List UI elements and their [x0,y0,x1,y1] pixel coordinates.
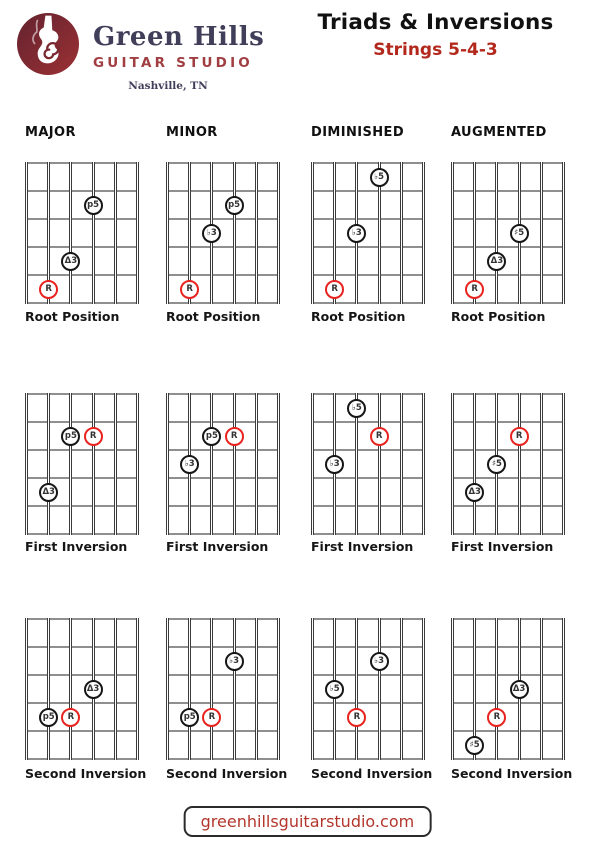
note-marker: ♭3 [180,455,199,474]
fret-line [311,646,425,648]
string-line [25,618,28,760]
note-marker: ♯5 [510,224,529,243]
string-line [378,618,381,760]
string-line [400,618,403,760]
string-line [422,618,425,760]
fret-line [311,246,425,248]
string-line [562,618,565,760]
fret-line [451,646,565,648]
string-line [136,618,139,760]
fret-line [166,674,280,676]
string-line [47,393,50,535]
note-marker: ♭3 [347,224,366,243]
string-line [400,393,403,535]
note-marker: ♯5 [487,455,506,474]
note-marker: ♭5 [370,168,389,187]
string-line [233,393,236,535]
root-note-marker: R [465,280,484,299]
fret-line [451,421,565,423]
string-line [355,618,358,760]
fret-line [25,162,139,164]
string-line [25,393,28,535]
column-header: DIMINISHED [311,125,405,140]
fret-line [166,702,280,704]
fret-line [311,730,425,732]
string-line [69,393,72,535]
diagram-caption: Second Inversion [311,766,433,781]
fret-line [451,505,565,507]
fret-line [166,533,280,535]
string-line [255,162,258,304]
root-note-marker: R [61,708,80,727]
column-header: MAJOR [25,125,76,140]
fret-line [25,302,139,304]
fret-line [166,246,280,248]
note-marker: p5 [39,708,58,727]
note-marker: ♭5 [325,680,344,699]
note-marker: ♯5 [465,736,484,755]
brand-name: Green Hills [93,22,265,52]
fret-line [25,618,139,620]
fret-line [25,674,139,676]
root-note-marker: R [39,280,58,299]
fret-line [451,449,565,451]
fret-line [25,505,139,507]
string-line [25,162,28,304]
diagram-caption: First Inversion [311,539,414,554]
fret-line [451,730,565,732]
fret-line [166,730,280,732]
fret-line [451,477,565,479]
fretboard-diagram [25,618,139,760]
fret-line [166,449,280,451]
fret-line [25,393,139,395]
note-marker: p5 [84,196,103,215]
fret-line [311,505,425,507]
fret-line [311,674,425,676]
fret-line [25,702,139,704]
string-line [540,618,543,760]
fret-line [311,758,425,760]
note-marker: p5 [225,196,244,215]
fret-line [311,702,425,704]
string-line [210,393,213,535]
diagram-grid [0,125,600,805]
string-line [69,162,72,304]
string-line [255,393,258,535]
root-note-marker: R [510,427,529,446]
root-note-marker: R [84,427,103,446]
string-line [400,162,403,304]
fret-line [166,274,280,276]
fret-line [166,758,280,760]
fret-line [25,246,139,248]
fretboard-diagram [311,162,425,304]
fret-line [311,477,425,479]
string-line [277,618,280,760]
string-line [540,393,543,535]
fret-line [166,162,280,164]
diagram-caption: Root Position [451,309,546,324]
string-line [166,393,169,535]
string-line [233,162,236,304]
fret-line [451,190,565,192]
root-note-marker: R [202,708,221,727]
fret-line [311,274,425,276]
string-line [166,162,169,304]
fret-line [311,449,425,451]
string-line [69,618,72,760]
fret-line [25,218,139,220]
fret-line [311,533,425,535]
fret-line [311,421,425,423]
string-line [114,162,117,304]
column-diminished [311,125,431,805]
root-note-marker: R [347,708,366,727]
fretboard-diagram [166,393,280,535]
string-line [277,162,280,304]
fret-line [451,618,565,620]
fret-line [25,421,139,423]
diagram-caption: Second Inversion [451,766,573,781]
fretboard-diagram [451,393,565,535]
note-marker: Δ3 [39,483,58,502]
fret-line [25,477,139,479]
string-line [311,162,314,304]
string-line [451,393,454,535]
diagram-caption: Root Position [311,309,406,324]
brand-tagline: GUITAR STUDIO [93,55,253,71]
fretboard-diagram [451,618,565,760]
root-note-marker: R [487,708,506,727]
column-header: MINOR [166,125,218,140]
string-line [518,393,521,535]
string-line [311,618,314,760]
fret-line [25,533,139,535]
note-marker: Δ3 [510,680,529,699]
page-title: Triads & Inversions [317,10,554,35]
fret-line [451,533,565,535]
string-line [188,618,191,760]
diagram-caption: Second Inversion [166,766,288,781]
column-header: AUGMENTED [451,125,547,140]
note-marker: ♭3 [202,224,221,243]
string-line [114,393,117,535]
fret-line [311,162,425,164]
website-link[interactable] [184,806,432,837]
column-major [25,125,145,805]
string-line [451,618,454,760]
note-marker: p5 [180,708,199,727]
fretboard-diagram [25,162,139,304]
root-note-marker: R [225,427,244,446]
fret-line [451,393,565,395]
root-note-marker: R [325,280,344,299]
note-marker: p5 [202,427,221,446]
fret-line [311,618,425,620]
guitar-logo-icon [17,13,79,75]
fret-line [166,646,280,648]
diagram-caption: First Inversion [451,539,554,554]
column-augmented [451,125,571,805]
string-line [92,393,95,535]
fretboard-diagram [311,618,425,760]
fret-line [311,218,425,220]
root-note-marker: R [370,427,389,446]
fret-line [451,162,565,164]
fret-line [451,674,565,676]
fret-line [166,421,280,423]
page-subtitle: Strings 5-4-3 [373,40,498,60]
fretboard-diagram [166,618,280,760]
string-line [136,162,139,304]
string-line [473,393,476,535]
fret-line [25,449,139,451]
fretboard-diagram [311,393,425,535]
note-marker: p5 [61,427,80,446]
note-marker: ♭3 [225,652,244,671]
fretboard-diagram [166,162,280,304]
string-line [378,393,381,535]
string-line [562,162,565,304]
fret-line [311,393,425,395]
note-marker: Δ3 [84,680,103,699]
string-line [562,393,565,535]
fret-line [166,477,280,479]
fret-line [166,190,280,192]
fret-line [166,505,280,507]
string-line [47,618,50,760]
note-marker: Δ3 [61,252,80,271]
root-note-marker: R [180,280,199,299]
string-line [255,618,258,760]
note-marker: ♭5 [347,399,366,418]
string-line [422,162,425,304]
diagram-caption: First Inversion [25,539,128,554]
fret-line [451,702,565,704]
string-line [136,393,139,535]
fret-line [25,730,139,732]
string-line [233,618,236,760]
fret-line [25,274,139,276]
string-line [166,618,169,760]
fretboard-diagram [25,393,139,535]
fret-line [166,618,280,620]
diagram-caption: Root Position [25,309,120,324]
fret-line [451,218,565,220]
diagram-caption: Root Position [166,309,261,324]
note-marker: Δ3 [487,252,506,271]
string-line [495,618,498,760]
string-line [114,618,117,760]
column-minor [166,125,286,805]
diagram-caption: First Inversion [166,539,269,554]
title-block [293,10,578,60]
fret-line [25,190,139,192]
string-line [277,393,280,535]
note-marker: ♭3 [325,455,344,474]
brand-location: Nashville, TN [128,80,208,92]
string-line [451,162,454,304]
fret-line [166,218,280,220]
string-line [92,162,95,304]
note-marker: Δ3 [465,483,484,502]
fret-line [25,646,139,648]
fret-line [166,393,280,395]
website-url-text: greenhillsguitarstudio.com [200,812,415,831]
string-line [422,393,425,535]
fret-line [451,246,565,248]
note-marker: ♭3 [370,652,389,671]
fret-line [25,758,139,760]
fret-line [451,274,565,276]
string-line [540,162,543,304]
fret-line [311,302,425,304]
string-line [210,618,213,760]
string-line [311,393,314,535]
fret-line [166,302,280,304]
fret-line [311,190,425,192]
fretboard-diagram [451,162,565,304]
string-line [495,162,498,304]
diagram-caption: Second Inversion [25,766,147,781]
fret-line [451,758,565,760]
brand-block [93,22,265,92]
fret-line [451,302,565,304]
